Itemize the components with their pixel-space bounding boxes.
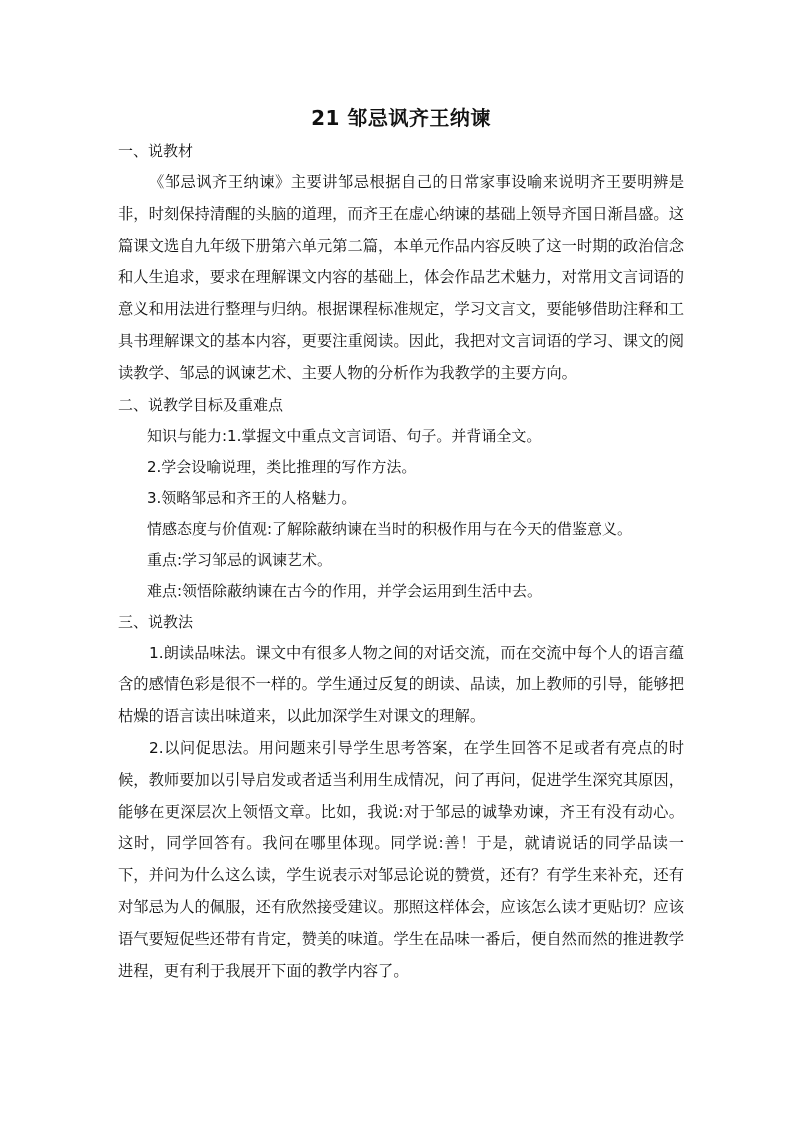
document-body: [118, 100, 684, 987]
section-heading-teaching-methods: 三、说教法: [118, 612, 194, 631]
section-paragraph-teaching-material: 《邹忌讽齐王纳谏》主要讲邹忌根据自己的日常家事设喻来说明齐王要明辨是非，时刻保持清醒的头脑的道理，而齐王在虚心纳谏的基础上领导齐国日渐昌盛。这篇课文选自九年级下册第六单元第二篇，本单元作品内容反映了这一时期的政治信念和人生追求，要求在理解课文内容的基础上，体会作品艺术魅力，对常用文言词语的意义和用法进行整理与归纳。根据课程标准规定，学习文言文，要能够借助注释和工具书理解课文的基本内容，更要注重阅读。因此，我把对文言词语的学习、课文的阅读教学、邹忌的讽谏艺术、主要人物的分析作为我教学的主要方向。: [118, 173, 684, 382]
method-paragraph-questioning: 2.以问促思法。用问题来引导学生思考答案，在学生回答不足或者有亮点的时候，教师要加以引导启发或者适当利用生成情况，问了再问，促进学生深究其原因，能够在更深层次上领悟文章。比如，我说:对于邹忌的诚挚劝谏，齐王有没有动心。这时，同学回答有。我问在哪里体现。同学说:善！于是，就请说话的同学品读一下，并问为什么这么读，学生说表示对邹忌论说的赞赏，还有？有学生来补充，还有对邹忌为人的佩服，还有欣然接受建议。那照这样体会，应该怎么读才更贴切？应该语气要短促些还带有肯定，赞美的味道。学生在品味一番后，便自然而然的推进教学进程，更有利于我展开下面的教学内容了。: [118, 738, 684, 980]
goal-line-knowledge: 知识与能力:1.掌握文中重点文言词语、句子。并背诵全文。: [147, 426, 542, 445]
goal-line-key-point: 重点:学习邹忌的讽谏艺术。: [147, 550, 333, 569]
goal-line-emotion: 情感态度与价值观:了解除蔽纳谏在当时的积极作用与在今天的借鉴意义。: [147, 519, 633, 538]
method-paragraph-reading: 1.朗读品味法。课文中有很多人物之间的对话交流，而在交流中每个人的语言蕴含的感情色彩是很不一样的。学生通过反复的朗读、品读，加上教师的引导，能够把枯燥的语言读出味道来，以此加深学生对课文的理解。: [118, 643, 684, 726]
goal-line-character: 3.领略邹忌和齐王的人格魅力。: [147, 488, 357, 507]
section-heading-teaching-goals: 二、说教学目标及重难点: [118, 395, 284, 414]
goal-line-difficulty: 难点:领悟除蔽纳谏在古今的作用，并学会运用到生活中去。: [147, 581, 543, 600]
section-heading-teaching-material: 一、说教材: [118, 142, 194, 160]
goal-line-method: 2.学会设喻说理，类比推理的写作方法。: [147, 457, 417, 476]
document-title: 21 邹忌讽齐王纳谏: [311, 106, 491, 130]
